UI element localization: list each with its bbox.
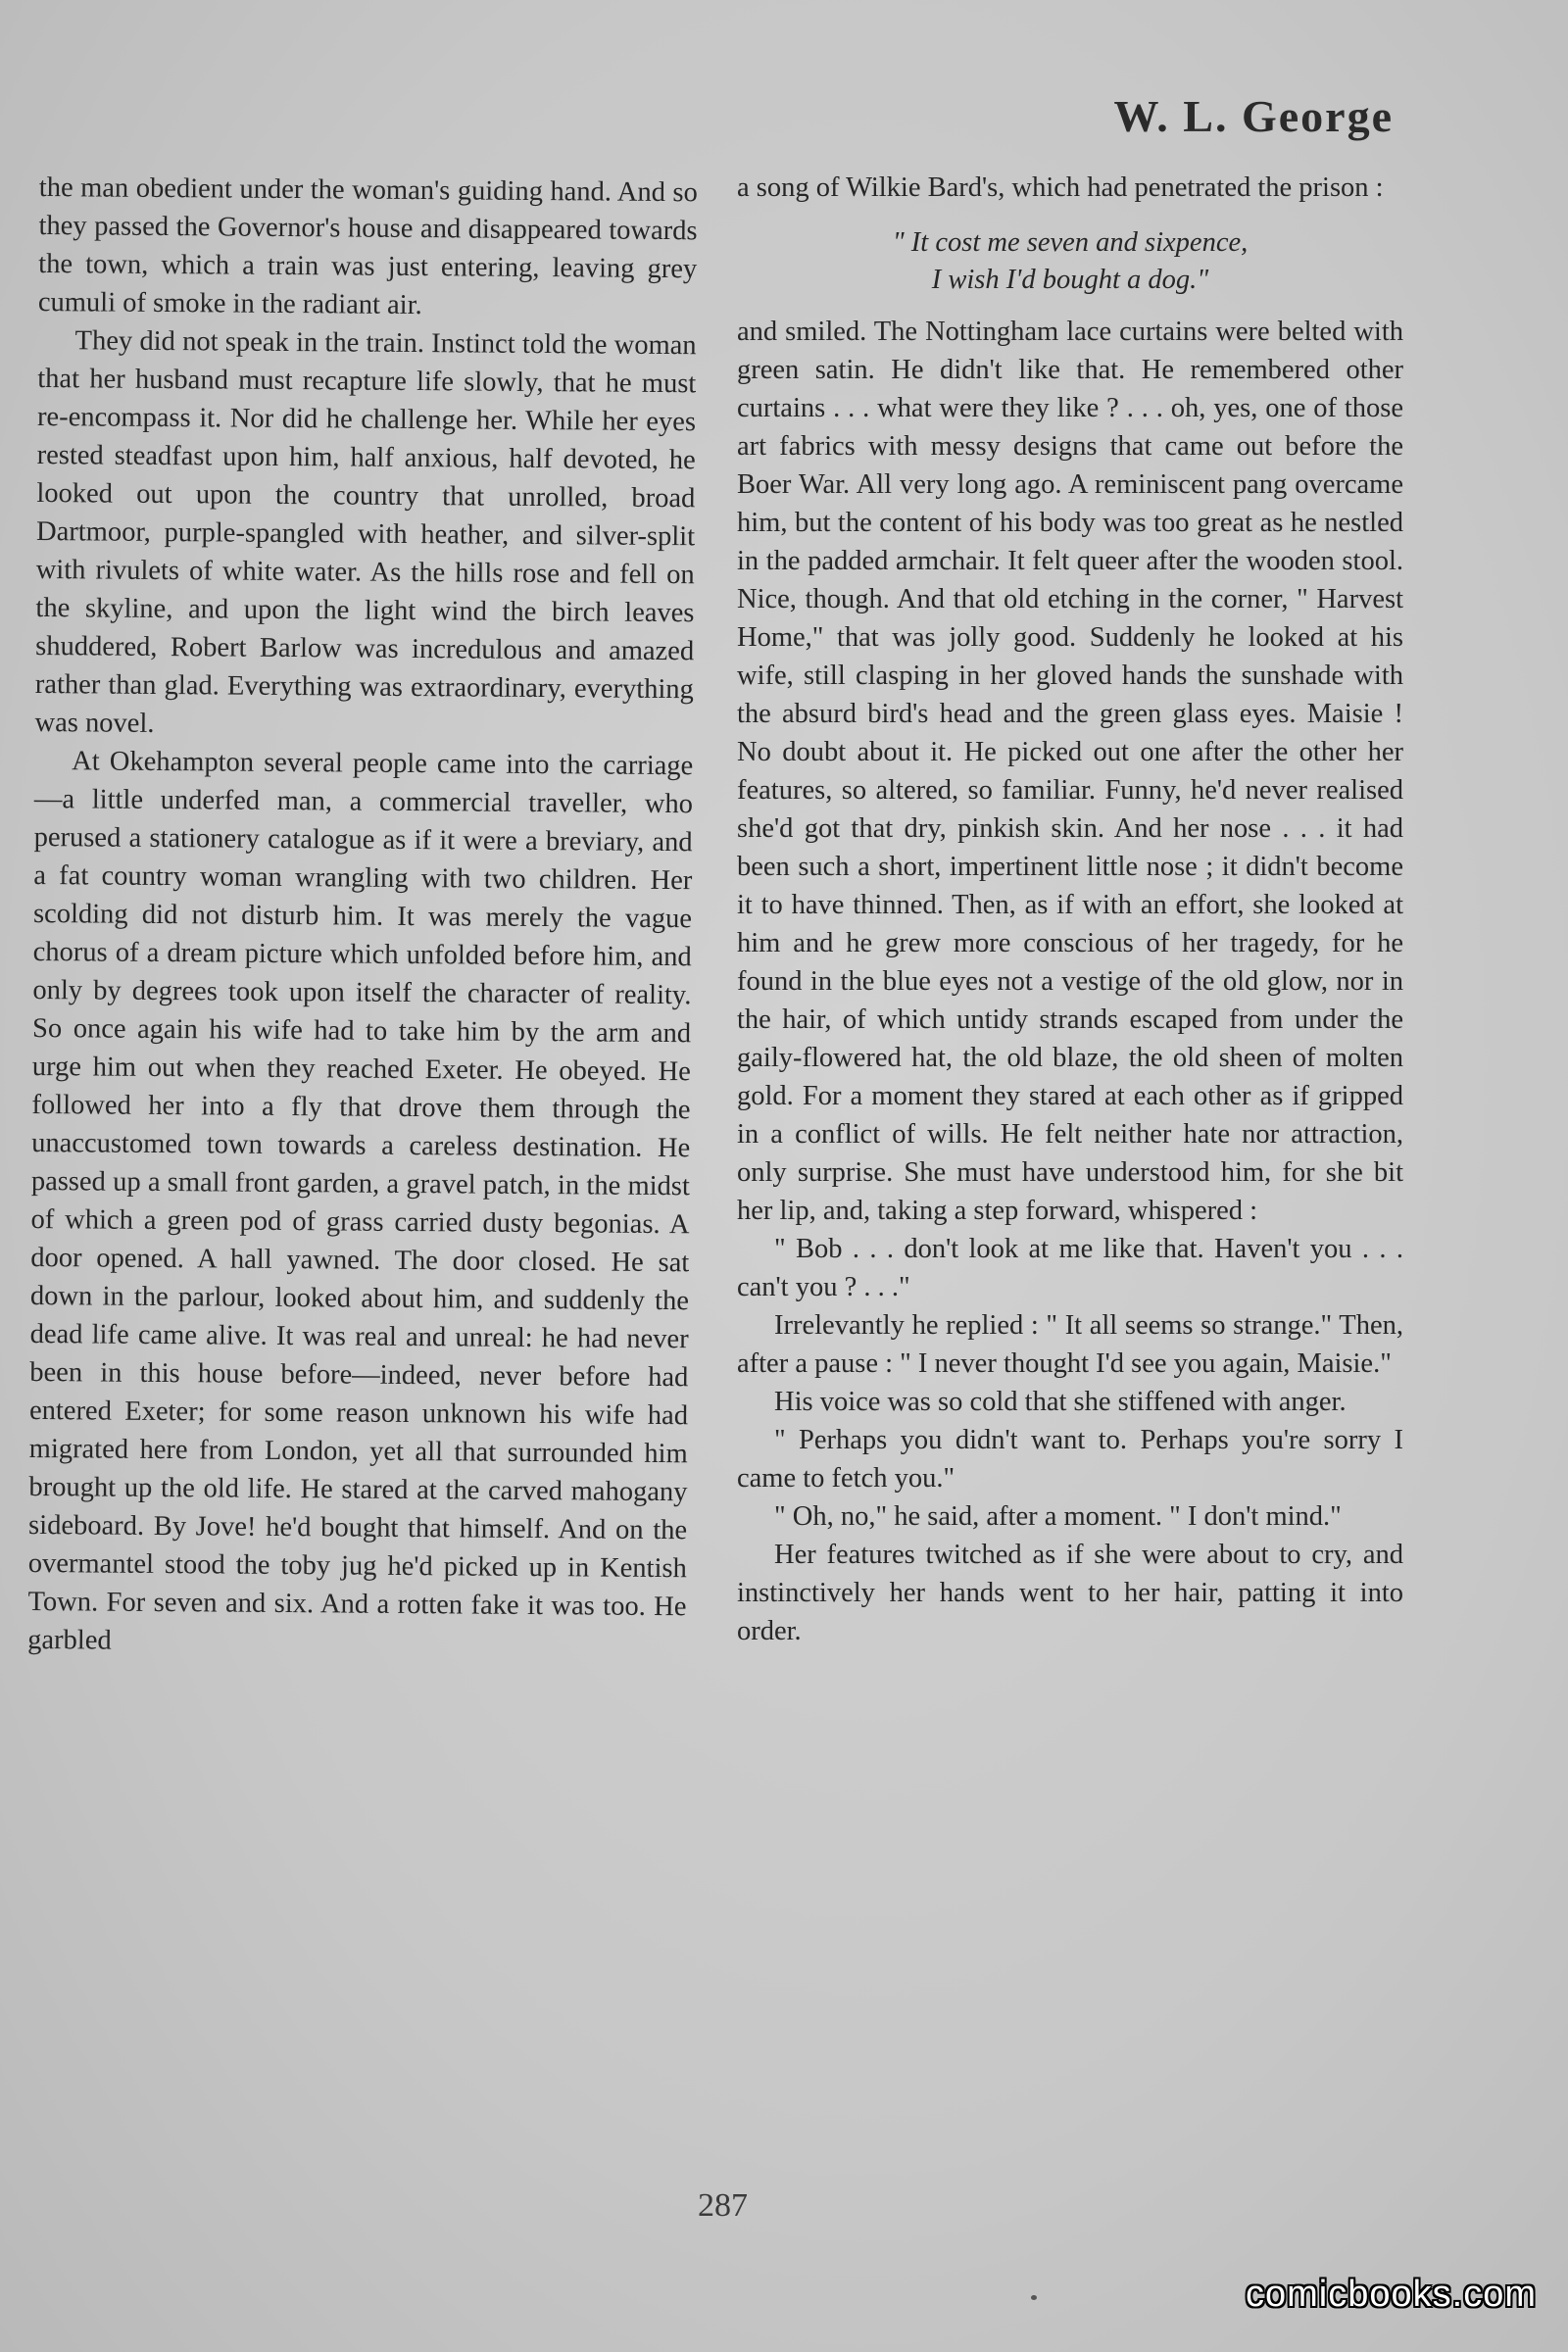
paragraph: At Okehampton several people came into the carriage—a little underfed man, a commercial traveller, who perused a stationery catalogue as if it were a breviary, and a fat country woman wrangling with two children. Her scolding did not disturb him. It was merely the vague chorus of a dream picture which unfolded before him, and only by degrees took upon itself the character of reality. So once again his wife had to take him by the arm and urge him out when they reached Exeter. He obeyed. He followed her into a fly that drove them through the unaccustomed town towards a careless destination. He passed up a small front garden, a gravel patch, in the midst of which a green pod of grass carried dusty begonias. A door opened. A hall yawned. The door closed. He sat down in the parlour, looked about him, and suddenly the dead life came alive. It was real and unreal: he had never been in this house before—indeed, never before had entered Exeter; for some reason unknown his wife had migrated here from London, yet all that surrounded him brought up the old life. He stared at the carved mahogany sideboard. By Jove! he'd bought that himself. And on the overmantel stood the toby jug he'd picked up in Kentish Town. For seven and six. And a rotten fake it was too. He garbled [27,746,694,1656]
paragraph: a song of Wilkie Bard's, which had penetrated the prison : [737,172,1384,203]
song-quote [737,224,1403,299]
quote-line: I wish I'd bought a dog." [931,265,1209,295]
paragraph: and smiled. The Nottingham lace curtains were belted with green satin. He didn't like that. He remembered other curtains . . . what were they like ? . . . oh, yes, one of those art fabrics with messy designs that came out before the Boer War. All very long ago. A reminiscent pang overcame him, but the content of his body was too great as he nestled in the padded armchair. It felt queer after the wooden stool. Nice, though. And that old etching in the corner, " Harvest Home," that was jolly good. Suddenly he looked at his wife, still clasping in her gloved hands the sunshade with the absurd bird's head and the green glass eyes. Maisie ! No doubt about it. He picked out one after the other her features, so altered, so familiar. Funny, he'd never realised she'd got that dry, pinkish skin. And her nose . . . it had been such a short, impertinent little nose ; it didn't become it to have thinned. Then, as if with an effort, she looked at him and he grew more conscious of her tragedy, for he found in the blue eyes not a vestige of the old glow, nor in the hair, of which untidy strands escaped from under the gaily-flowered hat, the old blaze, the old sheen of molten gold. For a moment they stared at each other as if gripped in a conflict of wills. He felt neither hate nor attraction, only surprise. She must have understood him, for she bit her lip, and, taking a step forward, whispered : [737,317,1403,1226]
left-column [27,169,698,1664]
paragraph: Irrelevantly he replied : " It all seems so strange." Then, after a pause : " I never thought I'd see you again, Maisie." [737,1310,1403,1379]
paragraph: the man obedient under the woman's guiding hand. And so they passed the Governor's house and disappeared towards the town, which a train was just entering, leaving grey cumuli of smoke in the radiant air. [37,172,698,321]
paragraph: Her features twitched as if she were about to cry, and instinctively her hands went to her hair, patting it into order. [737,1540,1403,1646]
paragraph: They did not speak in the train. Instinct told the woman that her husband must recapture life slowly, that he must re-encompass it. Nor did he challenge her. While her eyes rested steadfast upon him, half anxious, half devoted, he looked out upon the country that unrolled, broad Dartmoor, purple-spangled with heather, and silver-split with rivulets of white water. As the hills rose and fell on the skyline, and upon the light wind the birch leaves shuddered, Robert Barlow was incredulous and amazed rather than glad. Everything was extraordinary, everything was novel. [34,325,697,739]
quote-line: " It cost me seven and sixpence, [892,227,1249,258]
page-number: 287 [698,2187,748,2224]
paragraph: " Oh, no," he said, after a moment. " I don't mind." [774,1501,1342,1532]
right-column [737,169,1403,1650]
paragraph: " Perhaps you didn't want to. Perhaps you're sorry I came to fetch you." [737,1425,1403,1494]
paragraph: " Bob . . . don't look at me like that. Haven't you . . . can't you ? . . ." [737,1234,1403,1302]
print-speck [1031,2295,1037,2300]
running-head: W. L. George [1113,91,1394,141]
watermark: comicbooks.com [1246,2274,1537,2315]
paragraph: His voice was so cold that she stiffened with anger. [774,1387,1347,1417]
